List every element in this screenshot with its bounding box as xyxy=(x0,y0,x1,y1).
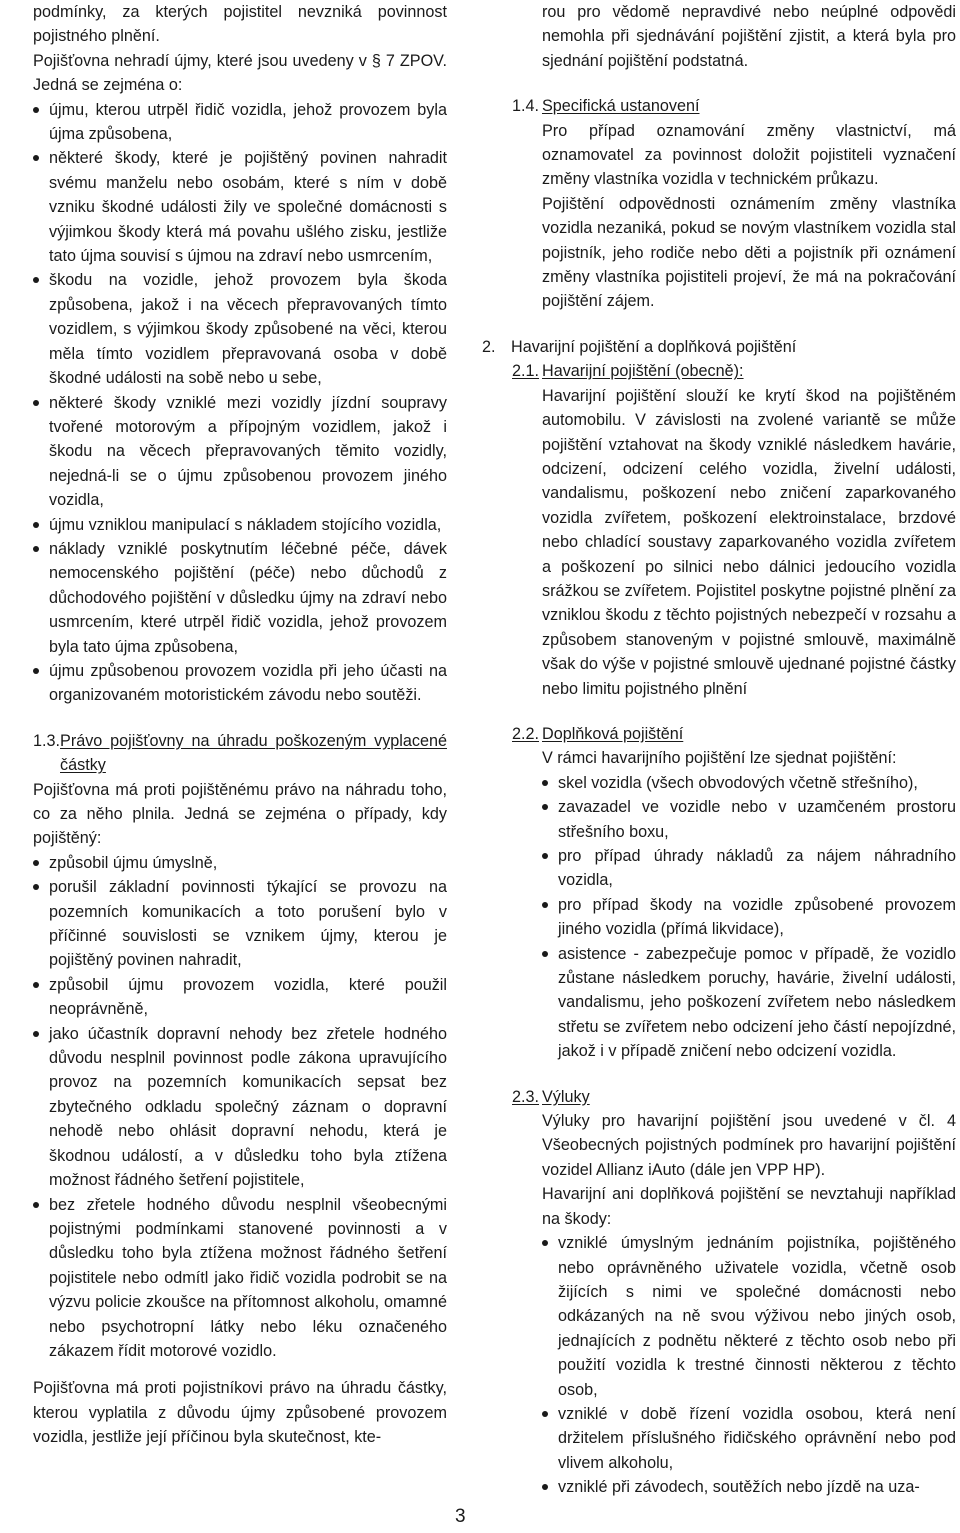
recourse-list xyxy=(33,851,447,1364)
section-1-4-paragraph-b: Pojištění odpovědnosti oznámením změny vlastníka vozidla nezaniká, pokud se novým vlastníkem vozidla stal pojistník, jeho rodiče nebo děti a pojistník při oznámení změny vlastníka pojistiteli projeví, že má na pokračování pojištění zájem. xyxy=(542,194,956,311)
section-2-2-heading xyxy=(512,722,956,746)
list-item: jako účastník dopravní nehody bez zřetele hodného důvodu nesplnil povinnost podle zákona upravujícího provoz na pozemních komunikacích sepsat bez zbytečného odkladu společný záznam o dopravní nehodě nebo ohlásit dopravní nehodu, která je škodnou událostí, a v důsledku toho byla ztížena možnost řádného šetření pojistitele, xyxy=(33,1022,447,1193)
list-item: některé škody vzniklé mezi vozidly jízdní soupravy tvořené motorovým a přípojným vozidlem, jakož i škodu na věcech přepravovaných těmito vozidly, nejedná-li se o újmu způsobenou provozem jiného vozidla, xyxy=(33,391,447,513)
list-item: porušil základní povinnosti týkající se provozu na pozemních komunikacích a toto porušení bylo v příčinné souvislosti se vznikem újmy, kterou je pojištěný povinen nahradit, xyxy=(33,875,447,973)
section-title: Doplňková pojištění xyxy=(542,724,684,743)
left-intro-paragraph: podmínky, za kterých pojistitel nevzniká povinnost pojistného plnění. xyxy=(33,3,447,46)
section-2-3-paragraph-a: Výluky pro havarijní pojištění jsou uvedené v čl. 4 Všeobecných pojistných podmínek pro havarijní pojištění vozidel Allianz iAuto (dále jen VPP HP). xyxy=(542,1112,956,1179)
list-item: asistence - zabezpečuje pomoc v případě, že vozidlo zůstane následkem poruchy, havárie, živelní události, vandalismu, jeho poškození zvířetem nebo následkem střetu se zvířetem nebo odcizení jeho částí nepojízdné, jakož i v případě zničení nebo odcizení vozidla. xyxy=(512,942,956,1064)
list-item: zavazadel ve vozidle nebo v uzamčeném prostoru střešního boxu, xyxy=(512,795,956,844)
section-2-3-paragraph-b: Havarijní ani doplňková pojištění se nevztahuji například na škody: xyxy=(542,1185,956,1228)
section-1-3-heading xyxy=(33,729,447,778)
list-item: újmu způsobenou provozem vozidla při jeho účasti na organizovaném motoristickém závodu nebo soutěži. xyxy=(33,659,447,708)
list-item: některé škody, které je pojištěný povinen nahradit svému manželu nebo osobám, které s ním v době vzniku škodné události žily ve společné domácnosti s výjimkou škody která má povahu ušlého zisku, jestliže tato újma souvisí s újmou na zdraví nebo usmrcením, xyxy=(33,146,447,268)
section-title: Havarijní pojištění (obecně): xyxy=(542,362,744,381)
list-item: újmu, kterou utrpěl řidič vozidla, jehož provozem byla újma způsobena, xyxy=(33,98,447,147)
list-item: způsobil újmu provozem vozidla, které použil neoprávněně, xyxy=(33,973,447,1022)
list-item: skel vozidla (všech obvodových včetně střešního), xyxy=(512,771,956,795)
section-2-3-heading xyxy=(512,1085,956,1109)
section-2-1-paragraph: Havarijní pojištění slouží ke krytí škod na pojištěném automobilu. V závislosti na zvolené variantě se může pojištění vztahovat na škody vzniklé následkem havárie, odcizení, odcizení celého vozidla, živelní události, vandalismu, poškození nebo zničení zaparkovaného vozidla zvířetem, poškození elektroinstalace, brzdové nebo chladící soustavy zaparkovaného vozidla zvířetem a poškození po silnici nebo dálnici jedoucího vozidla srážkou se zvířetem. Pojistitel poskytne pojistné plnění za vzniklou škodu z těchto pojistných nebezpečí v rozsahu a způsobem stanoveným v pojistné smlouvě, maximálně však do výše v pojistné smlouvě ujednané pojistné částky nebo limitu pojistného plnění xyxy=(542,386,956,698)
section-2-2-paragraph: V rámci havarijního pojištění lze sjednat pojištění: xyxy=(542,749,897,768)
section-2-heading xyxy=(482,335,956,359)
list-item: vzniklé při závodech, soutěžích nebo jízdě na uza- xyxy=(512,1475,956,1499)
list-item: vzniklé v době řízení vozidla osobou, která není držitelem příslušného řidičského oprávnění nebo pod vlivem alkoholu, xyxy=(512,1402,956,1475)
right-column xyxy=(482,0,956,1500)
list-item: vzniklé úmyslným jednáním pojistníka, pojištěného nebo oprávněného uživatele vozidla, včetně osob žijících s nimi ve společné domácnosti nebo odkázaných na ně svou výživou nebo jiných osob, jednajících z podnětu některé z těchto osob nebo při použití vozidla k trestné činnosti některou z těchto osob, xyxy=(512,1231,956,1402)
supplementary-list xyxy=(512,771,956,1064)
left-paragraph-3: Pojišťovna má proti pojistníkovi právo na úhradu částky, kterou vyplatila z důvodu újmy způsobené provozem vozidla, jestliže její příčinou byla skutečnost, kte- xyxy=(33,1379,447,1447)
section-title: Výluky xyxy=(542,1087,590,1106)
section-number: 1.3. xyxy=(33,731,61,750)
list-item: způsobil újmu úmyslně, xyxy=(33,851,447,875)
exclusions-list xyxy=(33,98,447,708)
list-item: pro případ úhrady nákladů za nájem náhradního vozidla, xyxy=(512,844,956,893)
right-intro-paragraph: rou pro vědomě nepravdivé nebo neúplné odpovědi nemohla při sjednávání pojištění zjistit, a která byla pro sjednání pojištění podstatná. xyxy=(542,3,956,70)
section-number: 2.3. xyxy=(512,1087,540,1106)
section-1-4-paragraph-a: Pro případ oznamování změny vlastnictví, má oznamovatel za povinnost doložit pojistiteli vyznačení změny vlastníka vozidla v technickém průkazu. xyxy=(542,121,956,189)
list-item: újmu vzniklou manipulací s nákladem stojícího vozidla, xyxy=(33,513,447,537)
section-number: 2.1. xyxy=(512,362,540,381)
list-item: škodu na vozidle, jehož provozem byla škoda způsobena, jakož i na věcech přepravovaných tímto vozidlem, s výjimkou škody způsobené na věci, kterou měla tímto vozidlem přepravovaná osoba v době škodné události na sobě nebo u sebe, xyxy=(33,268,447,390)
section-title: Právo pojišťovny na úhradu poškozeným vyplacené částky xyxy=(60,731,447,775)
left-column xyxy=(33,0,447,1450)
page-number: 3 xyxy=(455,1506,466,1527)
list-item: bez zřetele hodného důvodu nesplnil všeobecnými pojistnými podmínkami stanovené povinnosti a v důsledku toho byla ztížena možnost řádného šetření pojistitele nebo odmítl jako řidič vozidla podrobit se na výzvu policie zkoušce na přítomnost alkoholu, omamné nebo psychotropní látky nebo léku označeného zákazem řídit motorové vozidlo. xyxy=(33,1193,447,1364)
section-title: Havarijní pojištění a doplňková pojištění xyxy=(511,337,797,356)
left-paragraph-1: Pojišťovna nehradí újmy, které jsou uvedeny v § 7 ZPOV. Jedná se zejména o: xyxy=(33,51,447,95)
section-title: Specifická ustanovení xyxy=(542,97,700,116)
list-item: náklady vzniklé poskytnutím léčebné péče, dávek nemocenského pojištění (péče) nebo důchodů z důchodového pojištění v důsledku újmy na zdraví nebo usmrcením, které utrpěl řidič vozidla, jehož provozem byla tato újma způsobena, xyxy=(33,537,447,659)
section-number: 2. xyxy=(482,337,496,356)
list-item: pro případ škody na vozidle způsobené provozem jiného vozidla (přímá likvidace), xyxy=(512,893,956,942)
exclusions-hp-list xyxy=(512,1231,956,1499)
section-1-4-heading xyxy=(512,94,956,118)
section-number: 1.4. xyxy=(512,97,540,116)
section-number: 2.2. xyxy=(512,724,540,743)
section-2-1-heading xyxy=(512,359,956,383)
left-paragraph-2: Pojišťovna má proti pojištěnému právo na náhradu toho, co za něho plnila. Jedná se zejména o případy, kdy pojištěný: xyxy=(33,780,447,848)
